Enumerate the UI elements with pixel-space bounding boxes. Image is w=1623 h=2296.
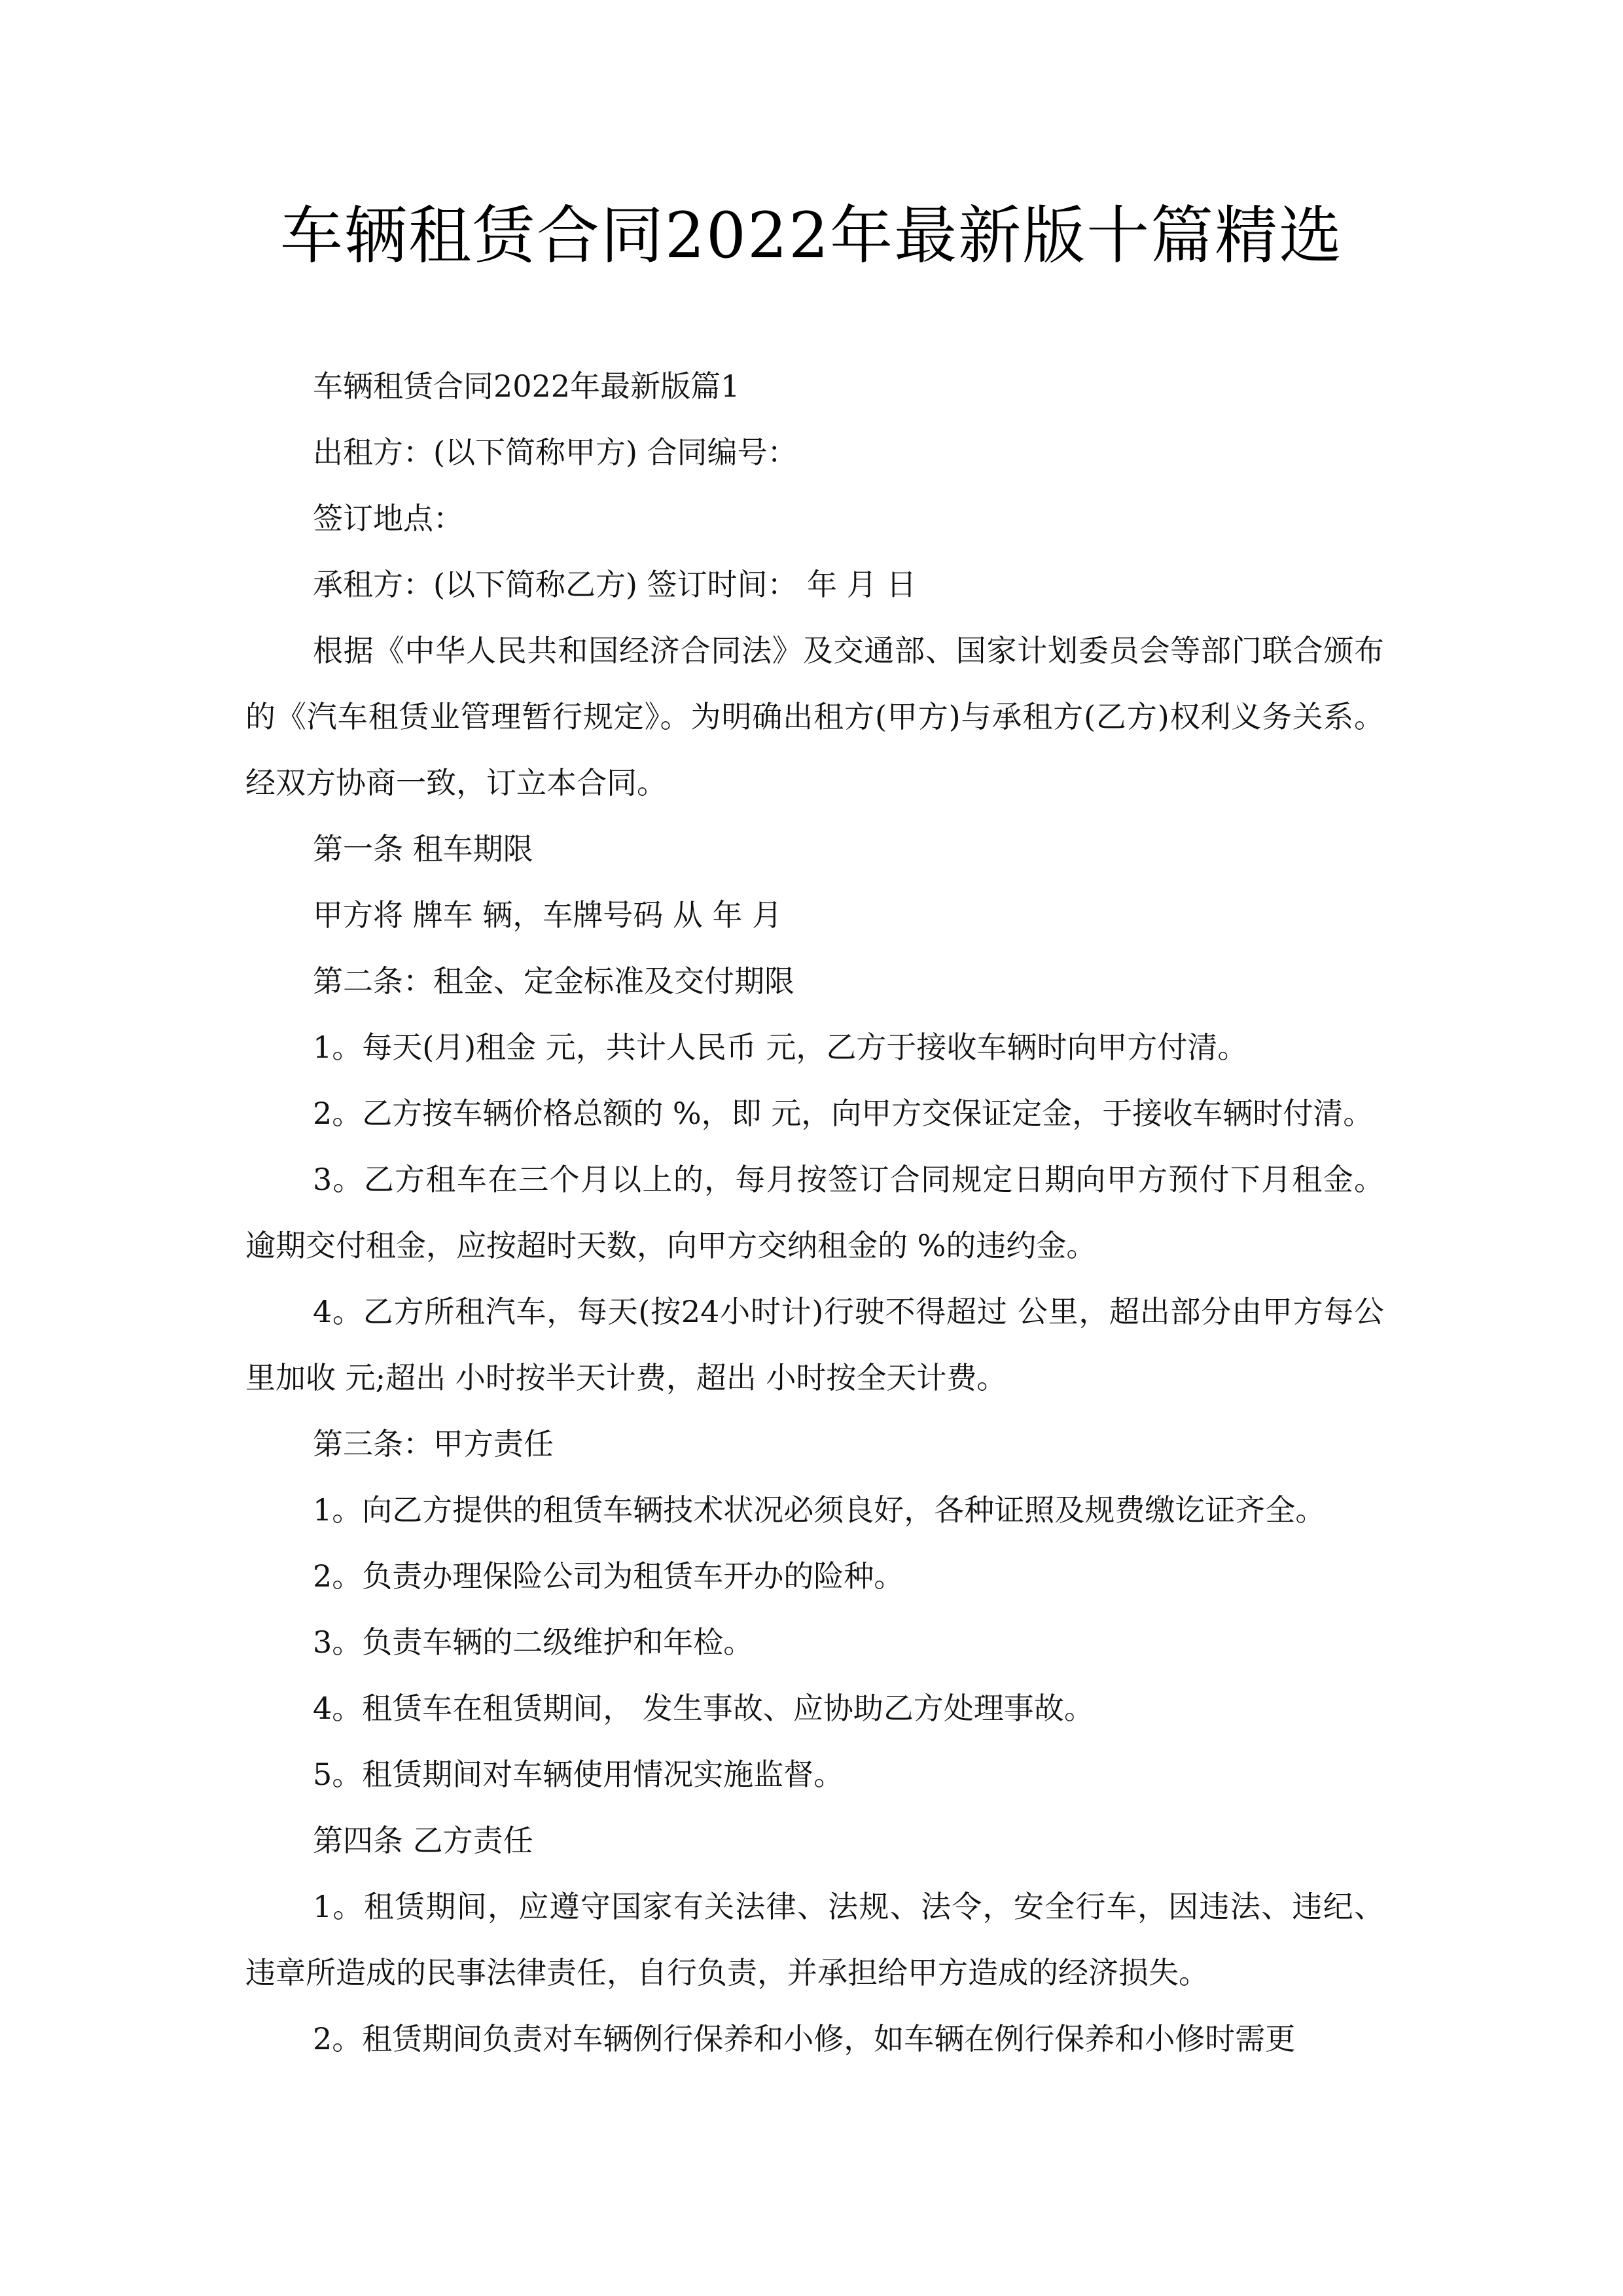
document-body	[245, 353, 1384, 2072]
preamble-paragraph: 根据《中华人民共和国经济合同法》及交通部、国家计划委员会等部门联合颁布的《汽车租赁业管理暂行规定》。为明确出租方(甲方)与承租方(乙方)权利义务关系。经双方协商一致，订立本合同。	[245, 633, 1384, 800]
article-3-clause-4: 4。租赁车在租赁期间， 发生事故、应协助乙方处理事故。	[313, 1691, 1094, 1726]
article-3-clause-1: 1。向乙方提供的租赁车辆技术状况必须良好，各种证照及规费缴讫证齐全。	[313, 1492, 1326, 1528]
article-3-clause-3: 3。负责车辆的二级维护和年检。	[313, 1624, 754, 1660]
article-4-clause-2: 2。租赁期间负责对车辆例行保养和小修，如车辆在例行保养和小修时需更	[313, 2021, 1296, 2056]
article-3-clause-2: 2。负责办理保险公司为租赁车开办的险种。	[313, 1558, 904, 1594]
signing-place-field: 签订地点：	[313, 501, 463, 536]
article-3-clause-5: 5。租赁期间对车辆使用情况实施监督。	[313, 1757, 844, 1792]
article-2-clause-1: 1。每天(月)租金 元，共计人民币 元，乙方于接收车辆时向甲方付清。	[313, 1030, 1248, 1065]
article-4-heading: 第四条 乙方责任	[313, 1823, 533, 1858]
lessor-field: 出租方：(以下简称甲方) 合同编号：	[313, 435, 798, 470]
document-title: 车辆租赁合同2022年最新版十篇精选	[279, 199, 1344, 272]
article-2-clause-2: 2。乙方按车辆价格总额的 %，即 元，向甲方交保证定金，于接收车辆时付清。	[313, 1096, 1374, 1131]
article-2-clause-3: 3。乙方租车在三个月以上的，每月按签订合同规定日期向甲方预付下月租金。逾期交付租金，应按超时天数，向甲方交纳租金的 %的违约金。	[245, 1162, 1384, 1263]
article-3-heading: 第三条：甲方责任	[313, 1426, 554, 1462]
article-2-clause-4: 4。乙方所租汽车，每天(按24小时计)行驶不得超过 公里，超出部分由甲方每公里加收 元;超出 小时按半天计费，超出 小时按全天计费。	[245, 1294, 1384, 1395]
article-1-body: 甲方将 牌车 辆，车牌号码 从 年 月	[313, 897, 783, 933]
article-2-heading: 第二条：租金、定金标准及交付期限	[313, 963, 794, 999]
article-1-heading: 第一条 租车期限	[313, 831, 533, 867]
section-heading-part-1: 车辆租赁合同2022年最新版篇1	[313, 368, 740, 404]
article-4-clause-1: 1。租赁期间，应遵守国家有关法律、法规、法令，安全行车，因违法、违纪、违章所造成的民事法律责任，自行负责，并承担给甲方造成的经济损失。	[245, 1889, 1384, 1990]
lessee-field: 承租方：(以下简称乙方) 签订时间： 年 月 日	[313, 567, 917, 602]
